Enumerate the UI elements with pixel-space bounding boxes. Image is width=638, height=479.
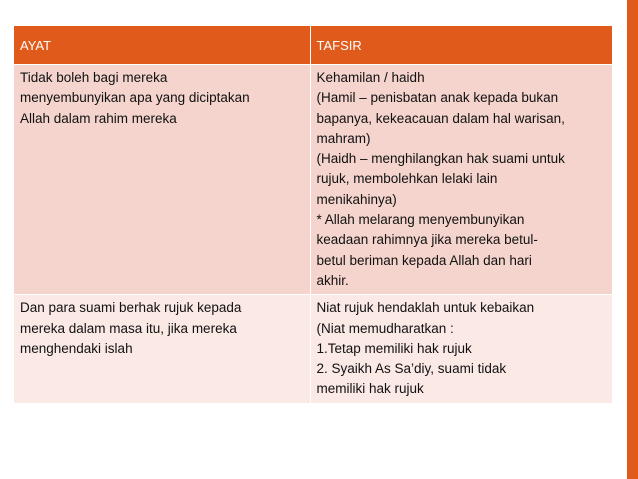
table-row xyxy=(14,295,612,403)
accent-bar xyxy=(627,0,638,479)
ayat-cell: Tidak boleh bagi mereka menyembunyikan apa yang diciptakan Allah dalam rahim mereka xyxy=(14,65,310,295)
table-header-row xyxy=(14,26,612,65)
tafsir-cell: Niat rujuk hendaklah untuk kebaikan (Niat memudharatkan : 1.Tetap memiliki hak rujuk 2. Syaikh As Sa’diy, suami tidak memiliki hak rujuk xyxy=(310,295,612,403)
header-tafsir: TAFSIR xyxy=(310,26,612,65)
ayat-cell: Dan para suami berhak rujuk kepada mereka dalam masa itu, jika mereka menghendaki islah xyxy=(14,295,310,403)
table-row xyxy=(14,65,612,295)
tafsir-table xyxy=(14,26,612,403)
tafsir-cell: Kehamilan / haidh (Hamil – penisbatan anak kepada bukan bapanya, kekeacauan dalam hal warisan, mahram) (Haidh – menghilangkan hak suami untuk rujuk, membolehkan lelaki lain menikahinya) * Allah melarang menyembunyikan keadaan rahimnya jika mereka betul- betul beriman kepada Allah dan hari akhir. xyxy=(310,65,612,295)
header-ayat: AYAT xyxy=(14,26,310,65)
